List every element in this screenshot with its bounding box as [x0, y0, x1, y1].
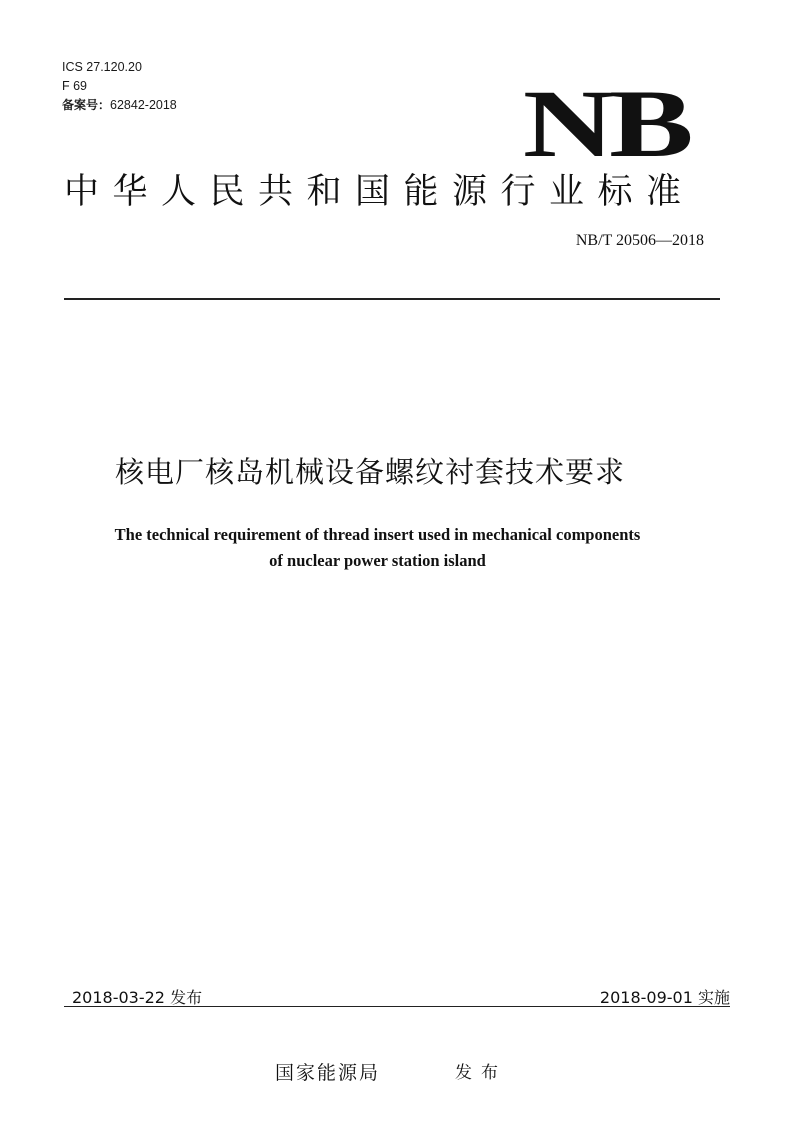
record-number: 62842-2018 — [110, 98, 177, 112]
classification-block — [62, 58, 177, 115]
record-label: 备案号： — [62, 98, 111, 112]
org-standard-title: 中华人民共和国能源行业标准 — [64, 172, 695, 212]
publisher-name: 国家能源局 — [275, 1062, 381, 1084]
issue-date: 2018-03-22 发布 — [72, 988, 203, 1007]
record-number-line — [62, 96, 177, 115]
header-divider — [64, 298, 720, 300]
standard-number: NB/T 20506—2018 — [575, 232, 704, 249]
nb-logo: NB — [522, 70, 688, 177]
date-row — [72, 985, 730, 1007]
ics-code: ICS 27.120.20 — [62, 60, 142, 74]
implementation-date: 2018-09-01 实施 — [599, 988, 730, 1007]
document-title-en-line2: of nuclear power station island — [269, 551, 486, 570]
footer-divider — [64, 1006, 730, 1007]
category-code: F 69 — [62, 79, 88, 93]
document-title-en — [0, 522, 800, 574]
document-title-cn: 核电厂核岛机械设备螺纹衬套技术要求 — [114, 455, 625, 489]
document-title-en-line1: The technical requirement of thread insert used in mechanical components — [114, 525, 641, 544]
publish-label: 发布 — [455, 1063, 507, 1083]
